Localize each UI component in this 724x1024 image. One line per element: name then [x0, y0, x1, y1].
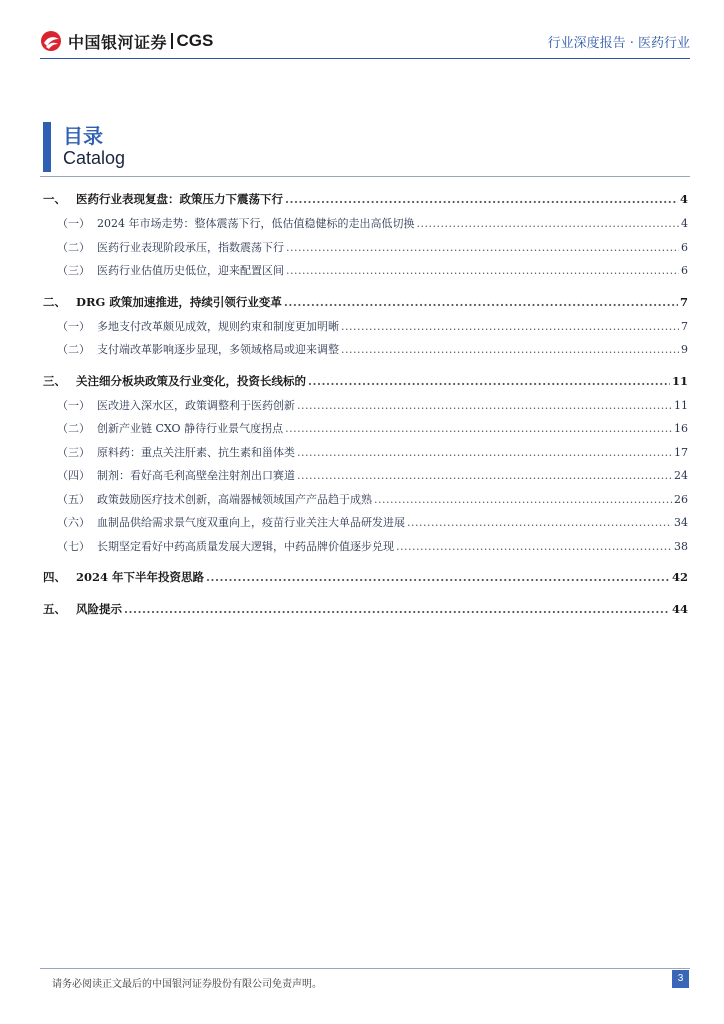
toc-entry-number: （二）	[57, 240, 90, 254]
toc-entry-page: 6	[681, 240, 688, 254]
toc-entry-label: 医药行业估值历史低位，迎来配置区间	[97, 264, 284, 277]
title-cn: 目录	[63, 124, 103, 148]
toc-entry-label: 血制品供给需求景气度双重向上，疫苗行业关注大单品研发进展	[97, 516, 405, 529]
toc-subsection[interactable]	[43, 535, 688, 559]
toc-entry-number: （七）	[57, 539, 90, 553]
header-divider	[40, 58, 690, 59]
toc-subsection[interactable]	[43, 441, 688, 465]
toc-leader-dots	[308, 368, 670, 394]
title-accent-bar	[43, 122, 51, 172]
toc-entry-number: （四）	[57, 469, 90, 482]
toc-entry-page: 6	[681, 264, 688, 277]
title-divider	[40, 176, 690, 177]
toc-subsection[interactable]	[43, 259, 688, 283]
toc-subsection[interactable]	[43, 464, 688, 488]
toc-entry-number: 四、	[43, 570, 66, 584]
toc-entry-label: 医药行业表现阶段承压，指数震荡下行	[97, 240, 284, 254]
toc-entry-number: （六）	[57, 516, 90, 529]
page-header	[0, 0, 724, 62]
toc-entry-page: 17	[674, 445, 688, 459]
report-type: 行业深度报告 · 医药行业	[547, 36, 690, 51]
toc-entry-label: 多地支付改革颇见成效，规则约束和制度更加明晰	[97, 319, 339, 333]
toc-entry-label: 关注细分板块政策及行业变化，投资长线标的	[76, 373, 306, 388]
toc-subsection[interactable]	[43, 338, 688, 362]
toc-entry-label: 支付端改革影响逐步显现，多领域格局或迎来调整	[97, 343, 339, 356]
toc-entry-number: （一）	[57, 398, 90, 412]
toc-entry-number: （三）	[57, 445, 90, 459]
toc-subsection[interactable]	[43, 417, 688, 441]
company-logo	[40, 28, 213, 54]
toc-entry-label: 2024 年市场走势：整体震荡下行，低估值稳健标的走出高低切换	[97, 217, 415, 230]
logo-text-cn: 中国银河证券	[68, 32, 168, 52]
toc-entry-page: 44	[671, 602, 688, 616]
toc-entry-label: DRG 政策加速推进，持续引领行业变革	[76, 294, 282, 309]
toc-leader-dots	[124, 596, 670, 622]
toc-leader-dots	[297, 464, 672, 488]
toc-entry-number: （一）	[57, 217, 90, 230]
table-of-contents	[43, 186, 688, 622]
toc-entry-page: 16	[674, 422, 688, 435]
toc-entry-page: 38	[674, 539, 688, 553]
toc-entry-number: 一、	[43, 192, 66, 206]
toc-section[interactable]	[43, 289, 688, 315]
toc-entry-number: （三）	[57, 264, 90, 277]
toc-subsection[interactable]	[43, 394, 688, 418]
toc-entry-label: 政策鼓励医疗技术创新，高端器械领域国产产品趋于成熟	[97, 492, 372, 506]
toc-entry-label: 原料药：重点关注肝素、抗生素和甾体类	[97, 445, 295, 459]
toc-entry-number: 五、	[43, 602, 66, 616]
toc-leader-dots	[286, 236, 679, 260]
toc-entry-page: 4	[681, 217, 688, 230]
toc-entry-page: 34	[674, 516, 688, 529]
toc-entry-page: 11	[671, 373, 688, 388]
toc-entry-number: （五）	[57, 492, 90, 506]
logo-separator	[171, 33, 173, 49]
toc-subsection[interactable]	[43, 488, 688, 512]
toc-leader-dots	[341, 315, 679, 339]
footer-disclaimer: 请务必阅读正文最后的中国银河证券股份有限公司免责声明。	[52, 979, 322, 990]
toc-entry-page: 9	[681, 343, 688, 356]
toc-leader-dots	[417, 212, 680, 236]
toc-entry-number: 三、	[43, 373, 66, 388]
toc-entry-label: 长期坚定看好中药高质量发展大逻辑，中药品牌价值逐步兑现	[97, 539, 394, 553]
toc-entry-number: 二、	[43, 294, 66, 309]
toc-entry-label: 医药行业表现复盘：政策压力下震荡下行	[76, 192, 283, 206]
toc-leader-dots	[297, 441, 672, 465]
toc-entry-number: （一）	[57, 319, 90, 333]
logo-text-en: CGS	[176, 31, 214, 50]
toc-subsection[interactable]	[43, 511, 688, 535]
toc-leader-dots	[285, 417, 672, 441]
toc-entry-page: 42	[671, 570, 688, 584]
toc-entry-page: 26	[674, 492, 688, 506]
toc-leader-dots	[341, 338, 679, 362]
toc-entry-number: （二）	[57, 422, 90, 435]
toc-leader-dots	[407, 511, 672, 535]
toc-leader-dots	[284, 289, 678, 315]
toc-section[interactable]	[43, 368, 688, 394]
toc-subsection[interactable]	[43, 315, 688, 339]
toc-subsection[interactable]	[43, 236, 688, 260]
toc-section[interactable]	[43, 564, 688, 590]
toc-leader-dots	[206, 564, 670, 590]
title-en: Catalog	[63, 148, 126, 168]
toc-section[interactable]	[43, 596, 688, 622]
toc-entry-label: 创新产业链 CXO 静待行业景气度拐点	[97, 422, 284, 435]
toc-section[interactable]	[43, 186, 688, 212]
toc-entry-label: 制剂：看好高毛利高壁垒注射剂出口赛道	[97, 469, 295, 482]
toc-leader-dots	[396, 535, 672, 559]
toc-subsection[interactable]	[43, 212, 688, 236]
page-number: 3	[672, 970, 689, 988]
toc-leader-dots	[374, 488, 672, 512]
toc-entry-label: 风险提示	[76, 602, 122, 616]
toc-leader-dots	[286, 259, 679, 283]
toc-entry-page: 7	[681, 319, 688, 333]
toc-entry-number: （二）	[57, 343, 90, 356]
toc-entry-page: 7	[679, 294, 688, 309]
toc-entry-page: 4	[679, 192, 688, 206]
toc-leader-dots	[297, 394, 672, 418]
footer-divider	[40, 968, 690, 969]
toc-entry-page: 11	[674, 398, 688, 412]
toc-entry-page: 24	[674, 469, 688, 482]
logo-mark-icon	[40, 30, 62, 52]
toc-entry-label: 医改进入深水区，政策调整利于医药创新	[97, 398, 295, 412]
toc-entry-label: 2024 年下半年投资思路	[76, 570, 205, 584]
toc-leader-dots	[285, 186, 678, 212]
